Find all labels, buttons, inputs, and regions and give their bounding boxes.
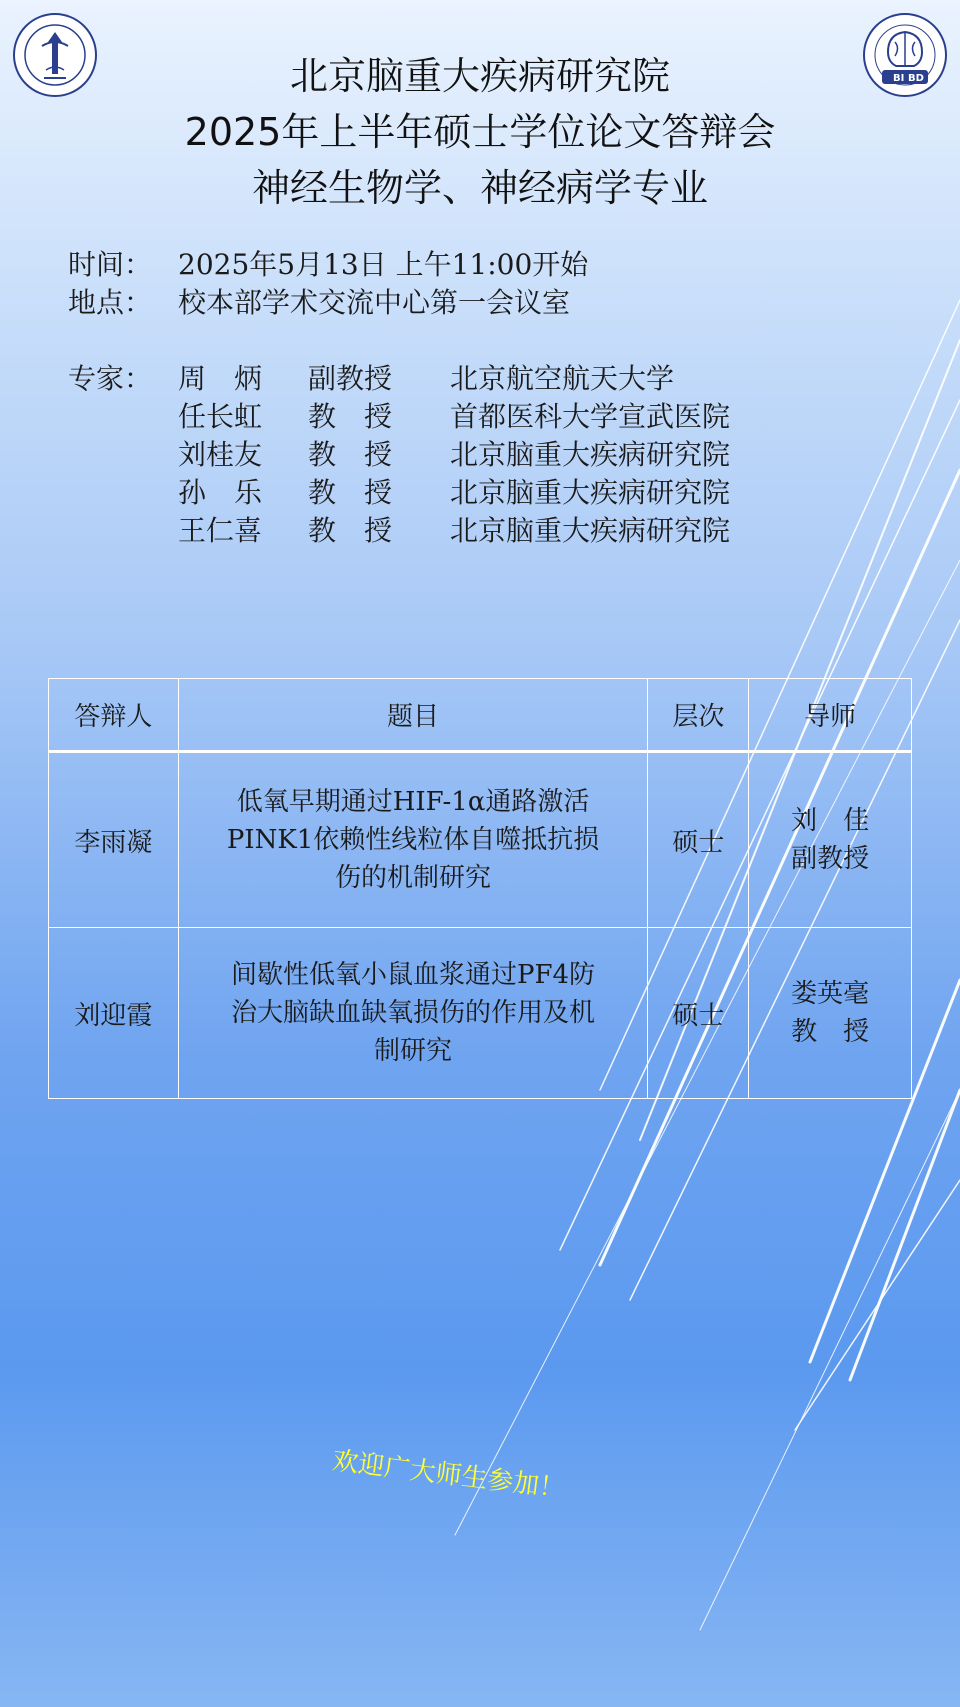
- expert-row: [68, 360, 730, 398]
- advisor-title: 教 授: [791, 1017, 870, 1047]
- expert-name: 周 炳: [178, 362, 263, 395]
- table-header-row: [49, 679, 912, 752]
- title-line-major: 神经生物学、神经病学专业: [251, 166, 708, 210]
- expert-name: 王仁喜: [178, 514, 263, 547]
- expert-name: 孙 乐: [178, 476, 263, 509]
- time-label: 时间：: [68, 248, 153, 281]
- expert-row: [68, 436, 730, 474]
- event-info: [68, 246, 730, 550]
- expert-org: 首都医科大学宣武医院: [450, 400, 731, 433]
- time-value: 2025年5月13日 上午11:00开始: [178, 248, 589, 281]
- place-label: 地点：: [68, 286, 153, 319]
- expert-row: [68, 474, 730, 512]
- advisor-title: 副教授: [791, 844, 870, 874]
- student-cell: 李雨凝: [49, 752, 179, 928]
- table-row: [49, 928, 912, 1099]
- topic-line: 治大脑缺血缺氧损伤的作用及机: [231, 998, 596, 1028]
- expert-title: 教 授: [308, 514, 393, 547]
- advisor-cell: [749, 752, 912, 928]
- topic-line: 伤的机制研究: [335, 863, 492, 893]
- header-level: 层次: [648, 679, 749, 752]
- student-cell: 刘迎霞: [49, 928, 179, 1099]
- logo-badge-bi: BI: [893, 73, 905, 84]
- welcome-message: 欢迎广大师生参加！: [330, 1445, 567, 1505]
- expert-org: 北京脑重大疾病研究院: [450, 476, 731, 509]
- header-student: 答辩人: [49, 679, 179, 752]
- expert-title: 教 授: [308, 438, 393, 471]
- advisor-name: 刘 佳: [791, 806, 870, 836]
- place-value: 校本部学术交流中心第一会议室: [178, 286, 571, 319]
- title-line-event: 2025年上半年硕士学位论文答辩会: [184, 110, 776, 154]
- time-row: [68, 246, 730, 284]
- topic-line: 低氧早期通过HIF-1α通路激活: [236, 787, 590, 817]
- topic-cell: [178, 752, 648, 928]
- header-advisor: 导师: [749, 679, 912, 752]
- header-topic: 题目: [178, 679, 648, 752]
- expert-org: 北京脑重大疾病研究院: [450, 438, 731, 471]
- defense-schedule-table: [48, 678, 912, 1099]
- expert-name: 任长虹: [178, 400, 263, 433]
- logo-badge-bd: BD: [908, 73, 924, 84]
- topic-line: PINK1依赖性线粒体自噬抵抗损: [226, 825, 600, 855]
- topic-cell: [178, 928, 648, 1099]
- advisor-name: 娄英毫: [791, 979, 870, 1009]
- topic-line: 间歇性低氧小鼠血浆通过PF4防: [231, 960, 596, 990]
- expert-org: 北京航空航天大学: [450, 362, 675, 395]
- expert-org: 北京脑重大疾病研究院: [450, 514, 731, 547]
- expert-row: [68, 512, 730, 550]
- level-cell: 硕士: [648, 928, 749, 1099]
- expert-title: 教 授: [308, 476, 393, 509]
- topic-line: 制研究: [374, 1036, 453, 1066]
- page-title: [0, 48, 960, 216]
- title-line-institute: 北京脑重大疾病研究院: [289, 54, 670, 98]
- experts-label: 专家：: [68, 362, 153, 395]
- table-row: [49, 752, 912, 928]
- expert-title: 教 授: [308, 400, 393, 433]
- advisor-cell: [749, 928, 912, 1099]
- expert-row: [68, 398, 730, 436]
- expert-name: 刘桂友: [178, 438, 263, 471]
- place-row: [68, 284, 730, 322]
- level-cell: 硕士: [648, 752, 749, 928]
- expert-title: 副教授: [308, 362, 393, 395]
